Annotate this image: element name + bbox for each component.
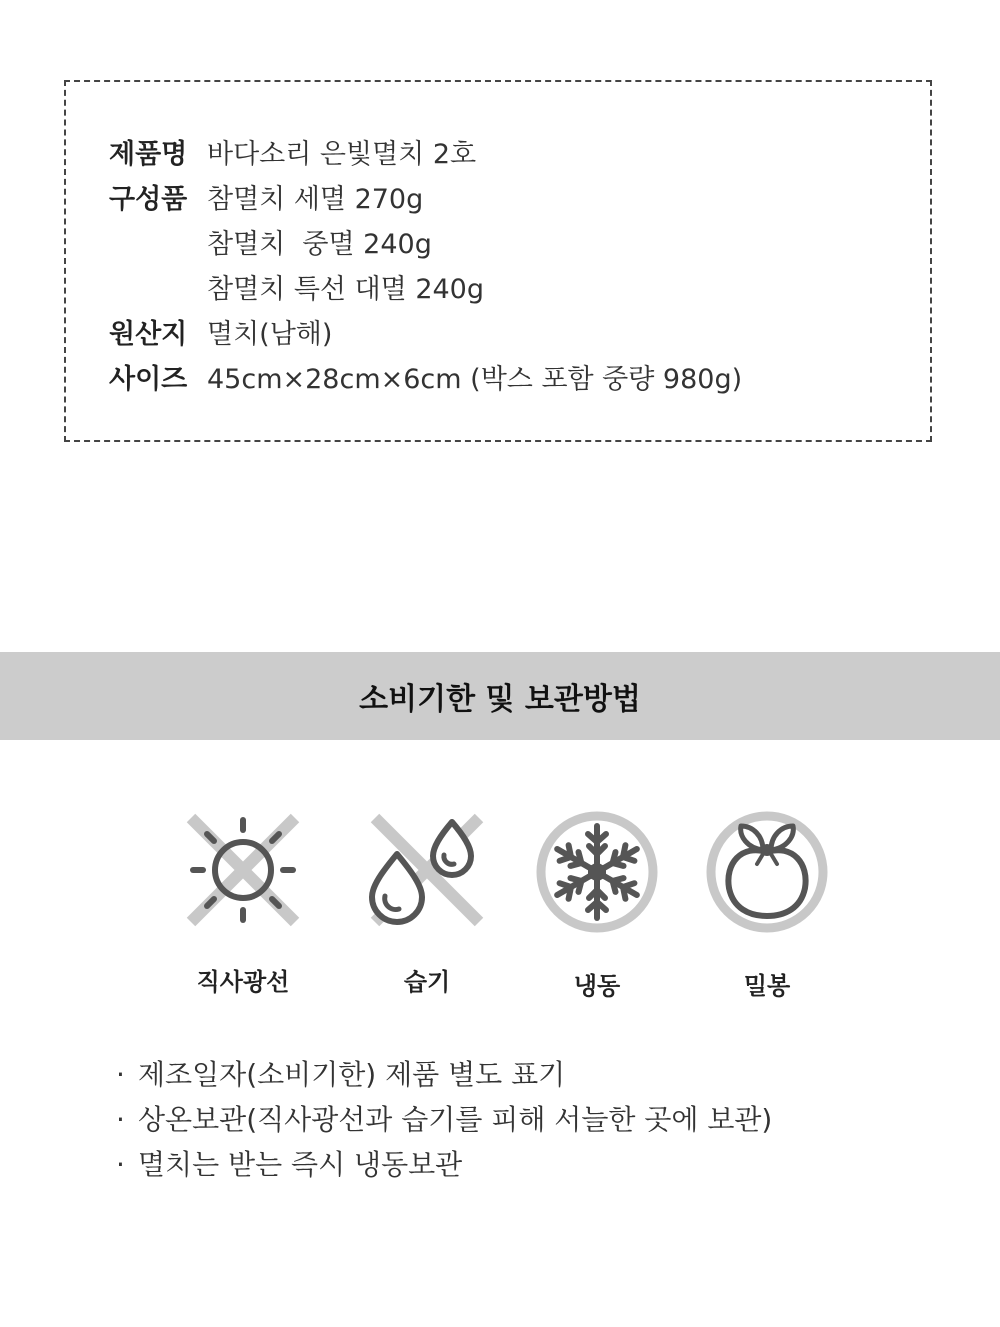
spec-value: 멸치(남해)	[207, 319, 333, 350]
storage-item-sealed	[682, 810, 852, 1001]
section-title: 소비기한 및 보관방법	[359, 682, 641, 717]
snowflake-icon	[535, 810, 659, 934]
spec-label: 원산지	[109, 319, 188, 350]
list-item	[116, 1052, 772, 1097]
no-moisture-icon	[367, 810, 487, 930]
spec-row-components	[109, 177, 742, 312]
spec-value: 바다소리 은빛멸치 2호	[207, 139, 477, 170]
storage-label: 냉동	[573, 972, 621, 1000]
bullet: ·	[116, 1058, 125, 1091]
spec-label: 사이즈	[109, 364, 188, 395]
sealed-bag-icon	[705, 810, 829, 934]
list-item	[116, 1097, 772, 1142]
spec-row-origin	[109, 312, 742, 357]
storage-label: 습기	[403, 968, 451, 996]
bullet: ·	[116, 1103, 125, 1136]
spec-row-product-name	[109, 132, 742, 177]
storage-label: 직사광선	[196, 968, 290, 996]
bullet: ·	[116, 1148, 125, 1181]
storage-item-moisture	[342, 810, 512, 997]
list-item	[116, 1142, 772, 1187]
note-text: 멸치는 받는 즉시 냉동보관	[138, 1148, 463, 1181]
spec-value: 45cm×28cm×6cm (박스 포함 중량 980g)	[207, 364, 743, 395]
spec-value: 참멸치 중멸 240g	[207, 229, 432, 260]
spec-value: 참멸치 세멸 270g	[207, 184, 424, 215]
storage-item-freezing	[512, 810, 682, 1001]
spec-row-size	[109, 357, 742, 402]
spec-table	[109, 132, 742, 402]
storage-item-sunlight	[158, 810, 328, 997]
spec-label: 구성품	[109, 184, 188, 215]
product-info-box	[64, 80, 932, 442]
storage-icons	[0, 810, 1000, 1000]
storage-label: 밀봉	[743, 972, 791, 1000]
spec-label: 제품명	[109, 139, 188, 170]
spec-value: 참멸치 특선 대멸 240g	[207, 274, 484, 305]
storage-notes	[116, 1052, 772, 1187]
no-sunlight-icon	[183, 810, 303, 930]
note-text: 상온보관(직사광선과 습기를 피해 서늘한 곳에 보관)	[138, 1103, 773, 1136]
note-text: 제조일자(소비기한) 제품 별도 표기	[138, 1058, 566, 1091]
section-title-band	[0, 652, 1000, 740]
